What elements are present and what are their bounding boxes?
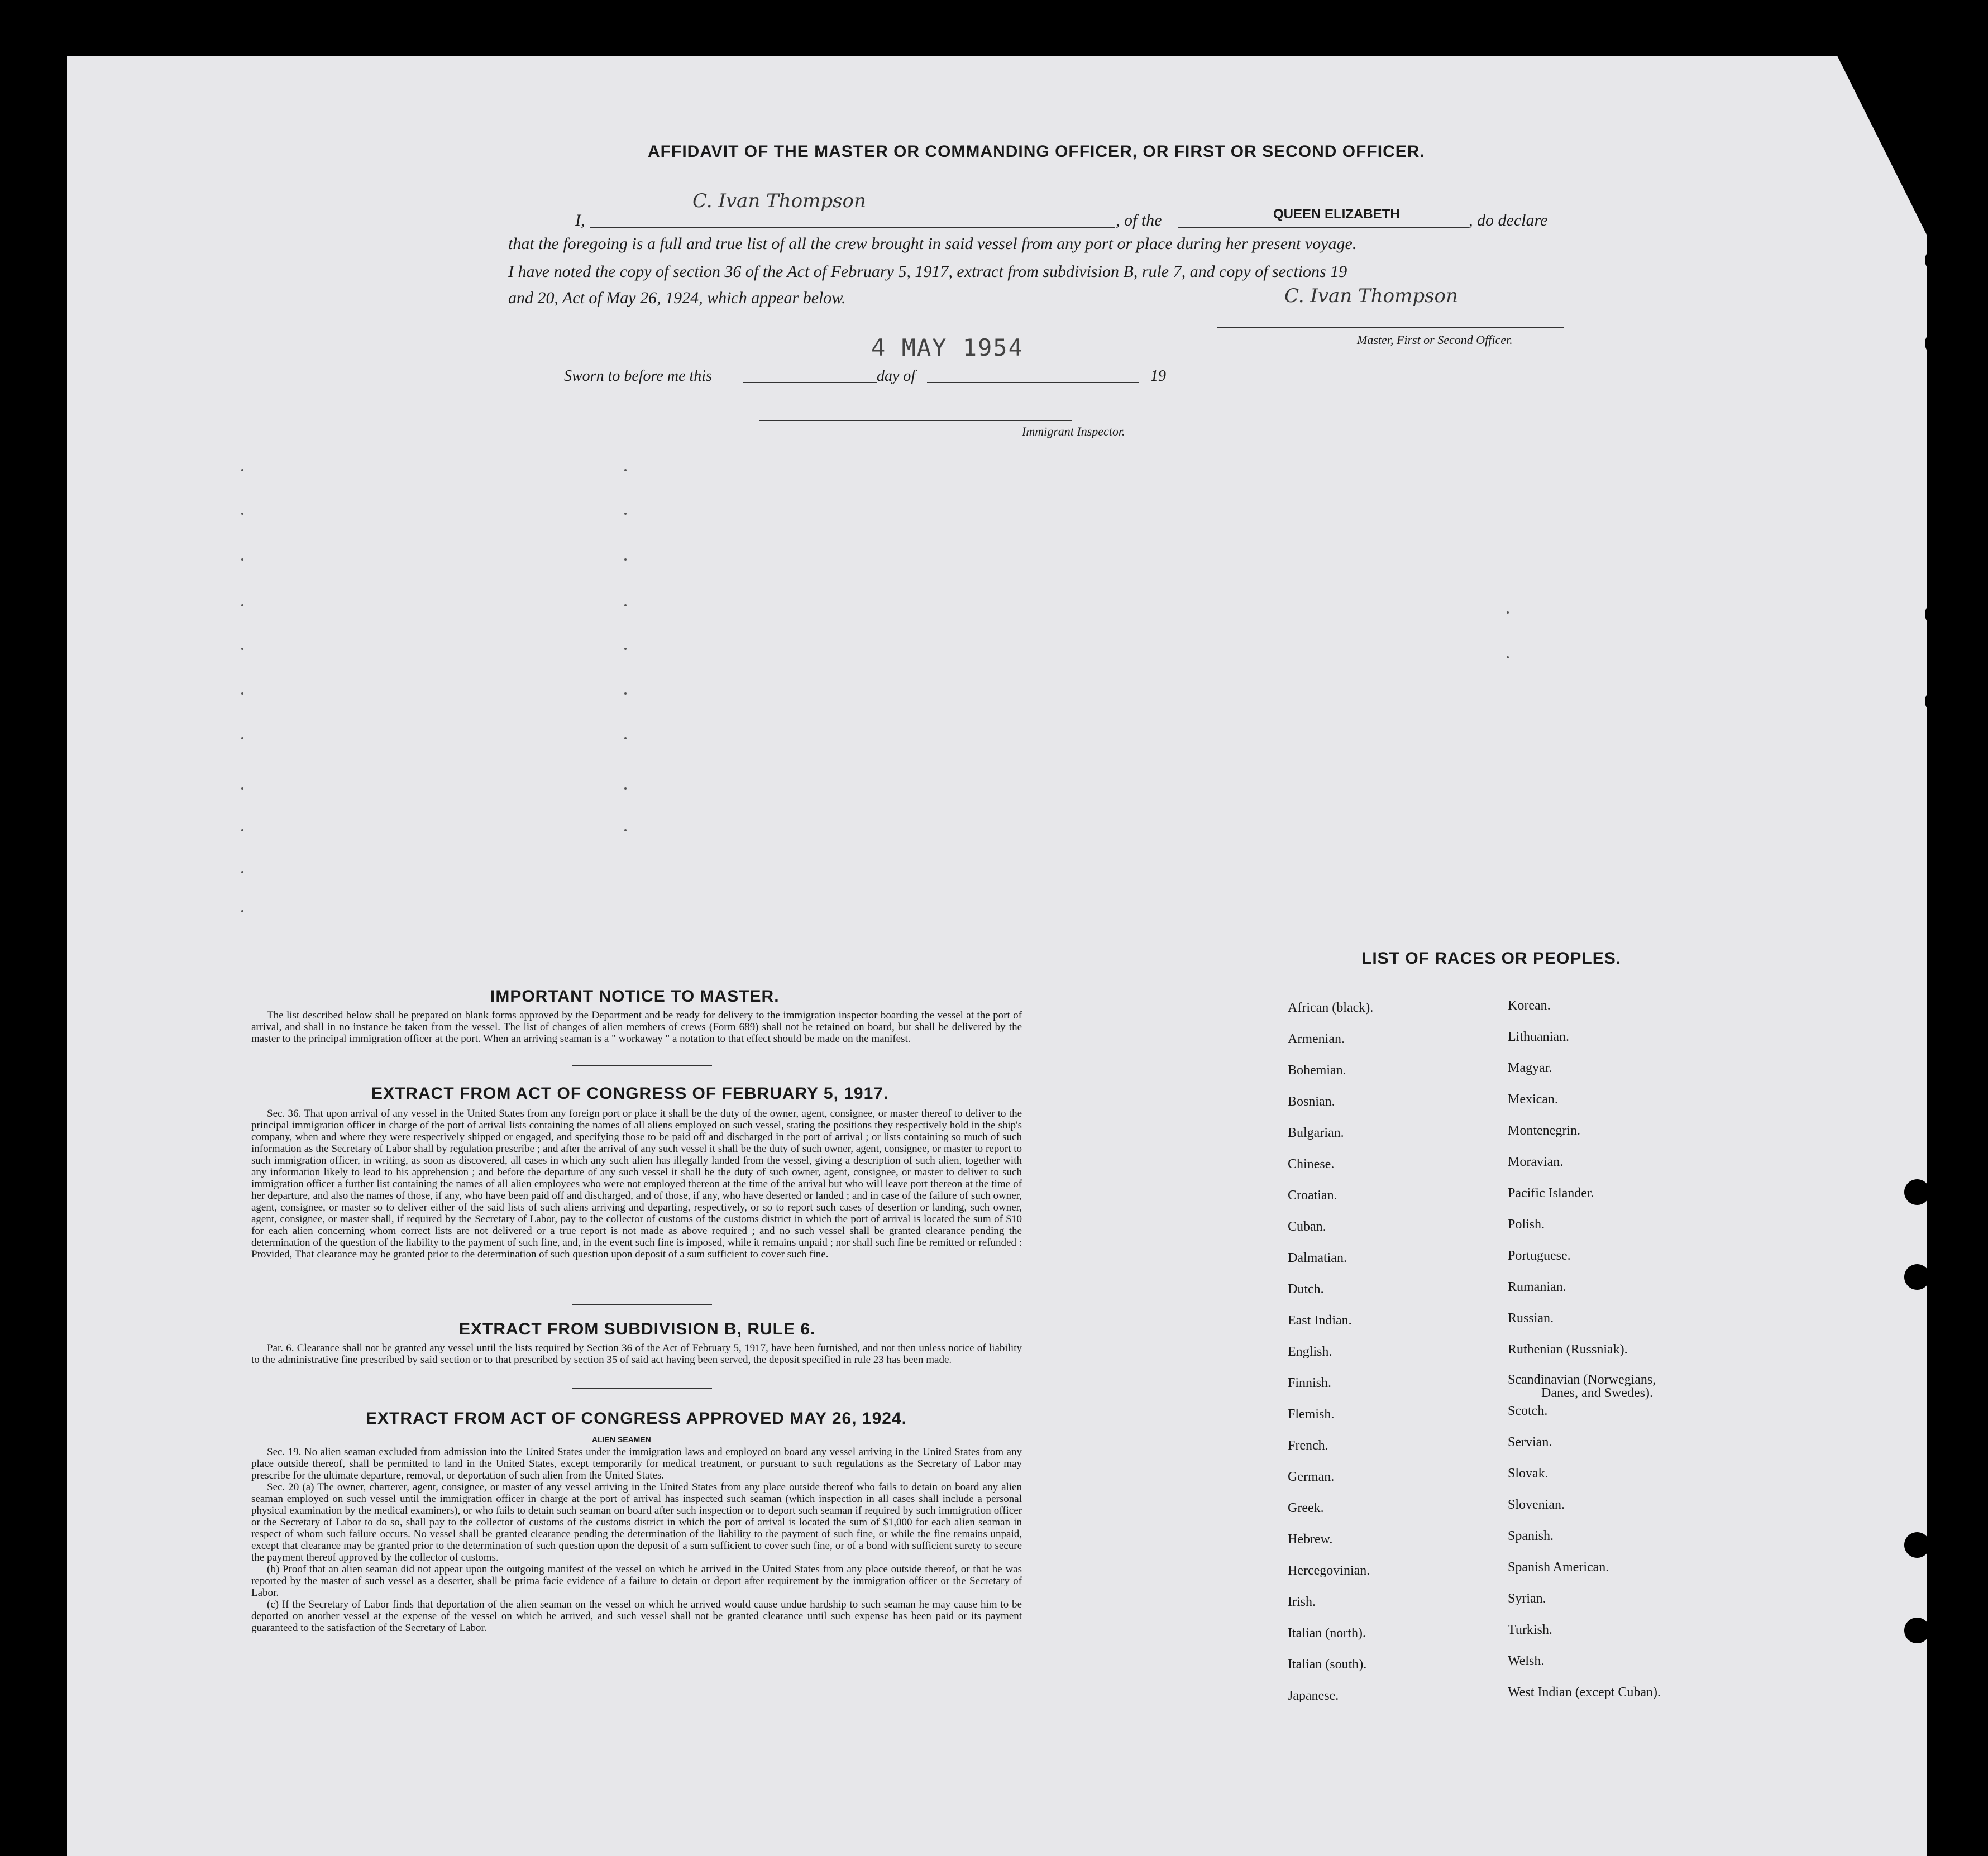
torn-corner [1837, 56, 1932, 246]
affidavit-line-2: that the foregoing is a full and true list of all the crew brought in said vessel from any port or place during her present voyage. [508, 235, 1357, 253]
race-left: English. [1288, 1345, 1332, 1359]
race-right: Magyar. [1508, 1061, 1552, 1075]
of-the-label: , of the [1116, 211, 1162, 229]
race-left: German. [1288, 1470, 1335, 1484]
race-left: Hebrew. [1288, 1532, 1333, 1547]
race-right: Portuguese. [1508, 1249, 1571, 1263]
race-left: French. [1288, 1438, 1328, 1453]
alien-seamen-subtitle: ALIEN SEAMEN [592, 1435, 651, 1444]
race-right: Slovenian. [1508, 1498, 1565, 1512]
race-right: Pacific Islander. [1508, 1186, 1594, 1200]
races-title: LIST OF RACES OR PEOPLES. [1361, 949, 1622, 968]
extract-1924-title: EXTRACT FROM ACT OF CONGRESS APPROVED MAY 26, 1924. [366, 1409, 907, 1428]
race-left: Hercegovinian. [1288, 1563, 1370, 1578]
master-signature: C. Ivan Thompson [1284, 285, 1458, 307]
affidavit-line-4: and 20, Act of May 26, 1924, which appear below. [508, 289, 846, 307]
race-right: Turkish. [1508, 1623, 1552, 1637]
punch-hole [1925, 331, 1951, 356]
race-left: Flemish. [1288, 1407, 1335, 1422]
notice-title: IMPORTANT NOTICE TO MASTER. [490, 987, 780, 1006]
race-right: Welsh. [1508, 1654, 1545, 1668]
race-left: Dutch. [1288, 1282, 1324, 1297]
race-right: Mexican. [1508, 1092, 1558, 1107]
extract-1917-body: Sec. 36. That upon arrival of any vessel in the United States from any foreign port or place it shall be the duty of the owner, agent, consignee, or master thereof to deliver to the principal immigration officer in charge of the port of arrival lists containing the names of all aliens employed on such vessel, stating the positions they respectively hold in the ship's company, when and where they were respectively shipped or engaged, and specifying those to be paid off and discharged in the port of arrival ; or lists containing so much of such information as the Secretary of Labor shall by regulation prescribe ; and after the arrival of any such vessel it shall be the duty of such owner, agent, consignee, or master to report to such immigration officer, in writing, as soon as discovered, all cases in which any such alien has illegally landed from the vessel, giving a description of such alien, together with any information likely to lead to his apprehension ; and before the departure of any such vessel it shall be the duty of such owner, agent, consignee, or master to deliver to such immigration officer a further list containing the names of all alien employees who were not employed thereon at the time of the arrival but who will leave port thereon at the time of her departure, and also the names of those, if any, who have been paid off and discharged, and of those, if any, who have deserted or landed ; and in case of the failure of such owner, agent, consignee, or master so to deliver either of the said lists of such aliens arriving and departing, respectively, or so to report such cases of desertion or landing, such owner, agent, consignee, or master shall, if required by the Secretary of Labor, pay to the collector of customs of the customs district in which the port of arrival is located the sum of $10 for each alien concerning whom correct lists are not delivered or a true report is not made as above required ; and no such vessel shall be granted clearance pending the determination of the question of the liability to the payment of such fine, and, in the event such fine is imposed, while it remains unpaid ; nor shall such fine be remitted or refunded : Provided, That clearance may be granted prior to the determination of such question upon deposit of a sum sufficient to cover such fine. [251, 1108, 1022, 1260]
punch-hole [1904, 1179, 1930, 1205]
sworn-label: Sworn to before me this [564, 367, 712, 385]
race-right: Spanish American. [1508, 1560, 1609, 1575]
race-left: Cuban. [1288, 1219, 1326, 1234]
do-declare-label: , do declare [1469, 211, 1548, 229]
race-right: Scandinavian (Norwegians, [1508, 1372, 1656, 1387]
punch-hole [1925, 601, 1951, 627]
race-left: Armenian. [1288, 1032, 1345, 1046]
subdivision-title: EXTRACT FROM SUBDIVISION B, RULE 6. [459, 1320, 816, 1338]
punch-hole [1904, 1264, 1930, 1290]
affidavit-title: AFFIDAVIT OF THE MASTER OR COMMANDING OFFICER, OR FIRST OR SECOND OFFICER. [648, 142, 1425, 161]
race-left: African (black). [1288, 1001, 1374, 1015]
punch-hole [1925, 247, 1951, 273]
extract-1924-body: Sec. 19. No alien seaman excluded from admission into the United States under the immigration laws and employed on board any vessel arriving in the United States from any place outside thereof, shall be permitted to land in the United States, except temporarily for medical treatment, or pursuant to such regulations as the Secretary of Labor may prescribe for the ultimate departure, removal, or deportation of such alien from the United States. Sec. 20 (a) The owner, charterer, agent, consignee, or master of any vessel arriving in the United States from any place outside thereof who fails to detain on board any alien seaman employed on such vessel until the immigration officer in charge at the port of arrival has inspected such seaman (which inspection in all cases shall include a personal physical examination by the medical examiners), or who fails to detain such seaman on board after such inspection or to deport such seaman if required by such immigration officer or the Secretary of Labor to do so, shall pay to the collector of customs of the customs district in which the port of arrival is located the sum of $1,000 for each alien seaman in respect of whom such failure occurs. No vessel shall be granted clearance pending the determination of the liability to the payment of such fine, or while the fine remains unpaid, except that clearance may be granted prior to the determination of such question upon the deposit of a sum sufficient to cover such fine, or of a bond with sufficient surety to secure the payment thereof approved by the collector of customs. (b) Proof that an alien seaman did not appear upon the outgoing manifest of the vessel on which he arrived in the United States from any place outside thereof, or that he was reported by the master of such vessel as a deserter, shall be prima facie evidence of a failure to detain or deport after requirement by the immigration officer or the Secretary of Labor. (c) If the Secretary of Labor finds that deportation of the alien seaman on the vessel on which he arrived would cause undue hardship to such seaman he may cause him to be deported on another vessel at the expense of the vessel on which he arrived, and such vessel shall not be granted clearance until such expense has been paid or its payment guaranteed to the satisfaction of the Secretary of Labor. [251, 1446, 1022, 1634]
race-left: Dalmatian. [1288, 1251, 1347, 1265]
race-right: Slovak. [1508, 1466, 1549, 1481]
inspector-caption: Immigrant Inspector. [1022, 424, 1125, 438]
race-left: Italian (south). [1288, 1657, 1367, 1672]
race-left: Finnish. [1288, 1376, 1332, 1390]
day-of-label: day of [877, 367, 916, 385]
race-left: East Indian. [1288, 1313, 1352, 1328]
race-left: Italian (north). [1288, 1626, 1366, 1640]
race-right: Ruthenian (Russniak). [1508, 1342, 1628, 1357]
subdivision-body: Par. 6. Clearance shall not be granted any vessel until the lists required by Section 36 of the Act of February 5, 1917, have been furnished, and not then unless notice of liability to the administrative fine prescribed by said section or to that prescribed by section 35 of said act having been served, the deposit specified in rule 23 has been made. [251, 1342, 1022, 1366]
race-right: Montenegrin. [1508, 1123, 1580, 1138]
race-left: Chinese. [1288, 1157, 1335, 1171]
race-right: Russian. [1508, 1311, 1554, 1326]
race-left: Bulgarian. [1288, 1126, 1344, 1140]
race-right: Servian. [1508, 1435, 1552, 1450]
race-right-cont: Danes, and Swedes). [1541, 1386, 1653, 1400]
race-left: Japanese. [1288, 1688, 1339, 1703]
race-right: Moravian. [1508, 1155, 1564, 1169]
master-caption: Master, First or Second Officer. [1357, 333, 1513, 347]
race-right: Rumanian. [1508, 1280, 1566, 1294]
race-right: Spanish. [1508, 1529, 1554, 1543]
race-left: Croatian. [1288, 1188, 1337, 1203]
year-prefix: 19 [1150, 367, 1166, 385]
race-right: Polish. [1508, 1217, 1545, 1232]
punch-hole [1904, 1618, 1930, 1643]
race-right: Scotch. [1508, 1404, 1548, 1418]
race-right: West Indian (except Cuban). [1508, 1685, 1661, 1700]
ship-name: QUEEN ELIZABETH [1273, 207, 1400, 222]
race-left: Bohemian. [1288, 1063, 1346, 1078]
race-right: Syrian. [1508, 1591, 1546, 1606]
race-right: Korean. [1508, 998, 1551, 1013]
extract-1917-title: EXTRACT FROM ACT OF CONGRESS OF FEBRUARY 5, 1917. [371, 1084, 889, 1103]
punch-hole [1904, 1532, 1930, 1558]
affidavit-line-3: I have noted the copy of section 36 of the Act of February 5, 1917, extract from subdivision B, rule 7, and copy of sections 19 [508, 262, 1347, 281]
signature: C. Ivan Thompson [692, 190, 866, 212]
race-left: Bosnian. [1288, 1094, 1335, 1109]
race-left: Irish. [1288, 1595, 1316, 1609]
date-stamp: 4 MAY 1954 [871, 334, 1024, 361]
race-right: Lithuanian. [1508, 1030, 1569, 1044]
notice-body: The list described below shall be prepared on blank forms approved by the Department and be ready for delivery to the immigration inspector boarding the vessel at the port of arrival, and shall in no instance be taken from the vessel. The list of changes of alien members of crews (Form 689) shall not be retained on board, but shall be delivered by the master to the principal immigration officer at the port. When an arriving seaman is a " workaway " a notation to that effect should be made on the manifest. [251, 1010, 1022, 1045]
race-left: Greek. [1288, 1501, 1324, 1515]
punch-hole [1925, 688, 1951, 714]
affidavit-i-label: I, [575, 211, 585, 229]
